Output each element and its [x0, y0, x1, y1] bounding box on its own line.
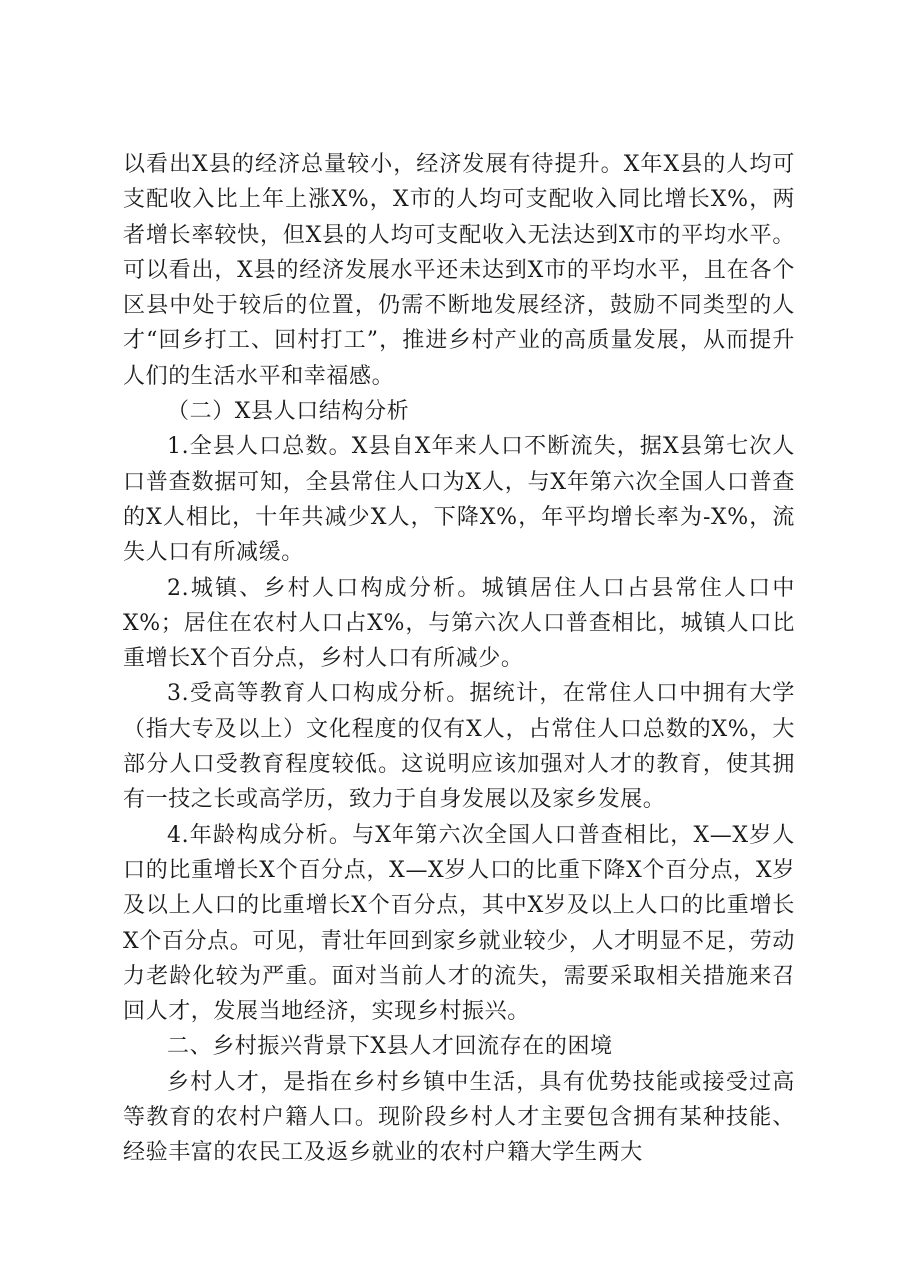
document-page [123, 147, 795, 1171]
list-item-urban-rural: 2.城镇、乡村人口构成分析。城镇居住人口占县常住人口中X%；居住在农村人口占X%，与第六次人口普查相比，城镇人口比重增长X个百分点，乡村人口有所减少。 [123, 575, 795, 672]
section-heading-population-structure: （二）X县人口结构分析 [167, 399, 410, 425]
closing-paragraph: 乡村人才，是指在乡村乡镇中生活，具有优势技能或接受过高等教育的农村户籍人口。现阶段乡村人才主要包含拥有某种技能、经验丰富的农民工及返乡就业的农村户籍大学生两大 [123, 1069, 795, 1166]
continued-paragraph: 以看出X县的经济总量较小，经济发展有待提升。X年X县的人均可支配收入比上年上涨X%，X市的人均可支配收入同比增长X%，两者增长率较快，但X县的人均可支配收入无法达到X市的平均水平。可以看出，X县的经济发展水平还未达到X市的平均水平，且在各个区县中处于较后的位置，仍需不断地发展经济，鼓励不同类型的人才“回乡打工、回村打工”，推进乡村产业的高质量发展，从而提升人们的生活水平和幸福感。 [123, 152, 795, 389]
list-item-higher-education: 3.受高等教育人口构成分析。据统计，在常住人口中拥有大学（指大专及以上）文化程度的仅有X人，占常住人口总数的X%，大部分人口受教育程度较低。这说明应该加强对人才的教育，使其拥有一技之长或高学历，致力于自身发展以及家乡发展。 [123, 681, 795, 813]
chapter-heading-talent-return: 二、乡村振兴背景下X县人才回流存在的困境 [167, 1034, 613, 1060]
list-item-total-population: 1.全县人口总数。X县自X年来人口不断流失，据X县第七次人口普查数据可知，全县常住人口为X人，与X年第六次全国人口普查的X人相比，十年共减少X人，下降X%，年平均增长率为-X%，流失人口有所减缓。 [123, 434, 795, 566]
list-item-age-structure: 4.年龄构成分析。与X年第六次全国人口普查相比，X—X岁人口的比重增长X个百分点，X—X岁人口的比重下降X个百分点，X岁及以上人口的比重增长X个百分点，其中X岁及以上人口的比重增长X个百分点。可见，青壮年回到家乡就业较少，人才明显不足，劳动力老龄化较为严重。面对当前人才的流失，需要采取相关措施来召回人才，发展当地经济，实现乡村振兴。 [123, 822, 795, 1025]
